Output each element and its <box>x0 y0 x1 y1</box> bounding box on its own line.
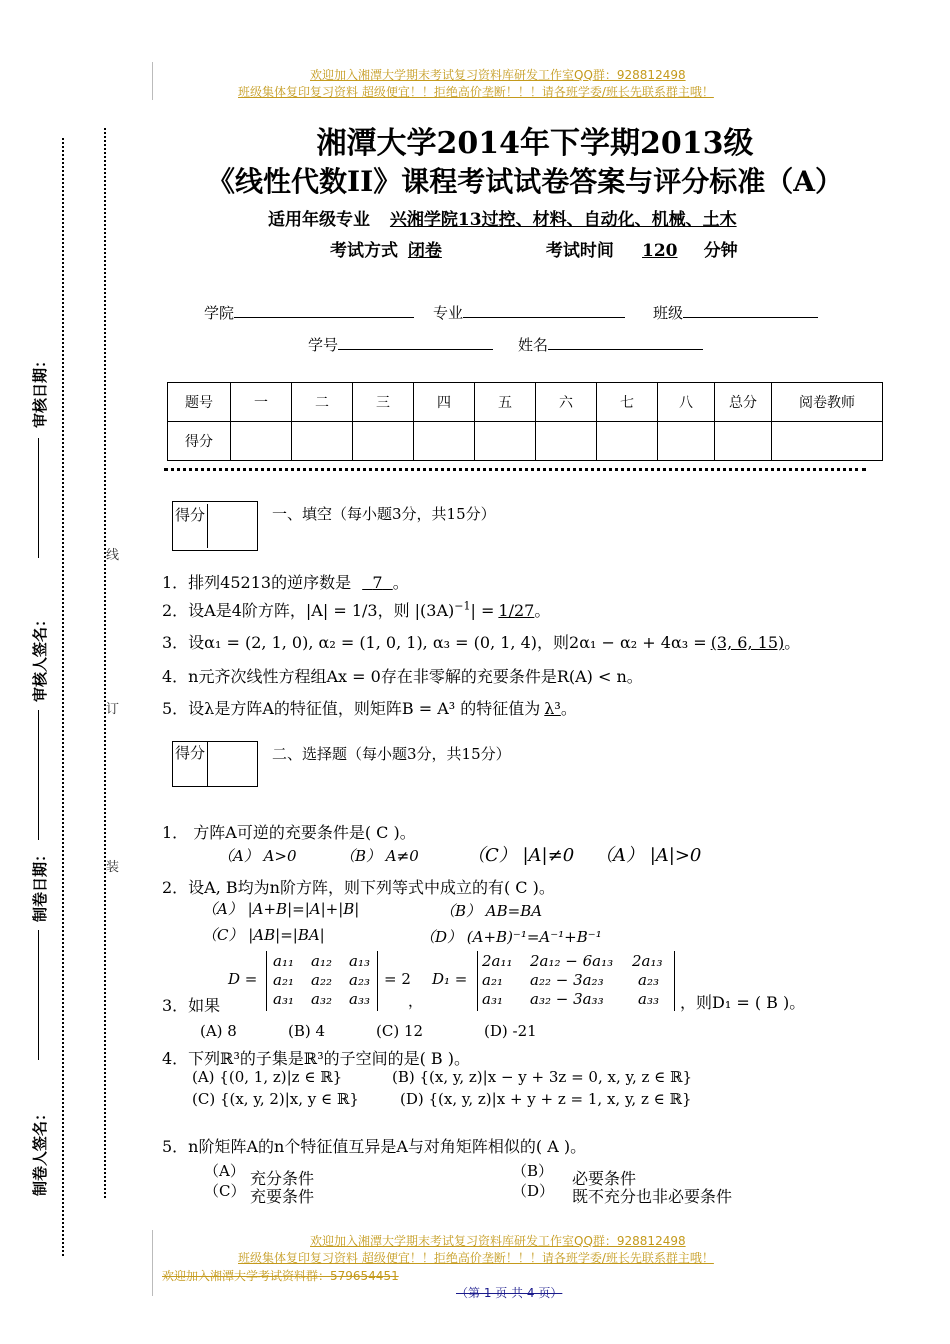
s2-q1-option-b: （B） A≠0 <box>340 847 419 865</box>
section2-score-label: 得分 <box>173 742 208 786</box>
page-number: （第 1 页 共 4 页） <box>456 1286 563 1300</box>
score-table-cell: 五 <box>475 383 536 422</box>
matrix-entry: a₁₁ <box>273 952 294 970</box>
score-table-cell: 四 <box>414 383 475 422</box>
matrix-entry: a₃₂ <box>311 990 332 1008</box>
top-margin-line <box>152 62 153 100</box>
major-label: 专业 <box>433 304 464 322</box>
exam-time-value: 120 <box>642 241 678 261</box>
maker-date-label: 制卷日期： <box>31 846 49 922</box>
s2-q3-option-c: (C) 12 <box>376 1022 424 1040</box>
matrix-entry: 2a₁₂ − 6a₁₃ <box>530 952 614 970</box>
score-table-cell: 七 <box>597 383 658 422</box>
s1-q3-text: 3．设α₁ = (2, 1, 0), α₂ = (1, 0, 1), α₃ = (0, 1, 4)，则2α₁ − α₂ + 4α₃ = <box>162 633 707 652</box>
college-field[interactable] <box>204 302 414 323</box>
binding-dotted-line-outer <box>62 138 64 1256</box>
major-field[interactable] <box>433 302 625 323</box>
score-cell-total[interactable] <box>715 422 772 461</box>
matrix-entry: a₂₂ <box>311 971 332 989</box>
applicable-label: 适用年级专业 <box>268 210 370 230</box>
student-id-label: 学号 <box>308 336 339 354</box>
bottom-margin-line <box>152 1230 153 1296</box>
s2-q4-option-c: (C) {(x, y, 2)|x, y ∈ ℝ} <box>192 1090 359 1108</box>
matrix-entry: a₃₃ <box>349 990 370 1008</box>
s2-q2-option-b: （B） AB=BA <box>440 902 543 920</box>
score-cell-4[interactable] <box>414 422 475 461</box>
s2-q2-option-c: （C） |AB|=|BA| <box>202 926 325 944</box>
exam-info-row <box>330 236 738 261</box>
section1-heading: 一、填空（每小题3分，共15分） <box>272 505 496 523</box>
section2-heading: 二、选择题（每小题3分，共15分） <box>272 745 511 763</box>
section1-score-label: 得分 <box>173 504 208 548</box>
s2-q3-D-matrix <box>266 951 378 1011</box>
s2-q2-option-a: （A） |A+B|=|A|+|B| <box>202 900 360 918</box>
promo-bottom-line2: 班级集体复印复习资料 超级便宜！！拒绝高价垄断！！！请各班学委/班长先联系群主哦！ <box>238 1251 714 1265</box>
maker-sign-label: 制卷人签名： <box>31 1105 49 1196</box>
s2-q3-D1-matrix <box>477 951 675 1011</box>
s2-q1-option-a: （A） A>0 <box>218 847 297 865</box>
s1-q3-answer: (3, 6, 15) <box>710 633 785 652</box>
binding-ding-char: 订 <box>106 702 120 717</box>
s2-q5-tag-d: （D） <box>512 1182 555 1200</box>
exam-time-label: 考试时间 <box>545 241 614 261</box>
reviewer-sign-line <box>38 710 40 840</box>
s1-q2-text: 2．设A是4阶方阵，|A| = 1/3，则 |(3A) <box>162 601 455 620</box>
class-label: 班级 <box>653 304 684 322</box>
score-table-score-row <box>168 422 883 461</box>
exam-time-unit: 分钟 <box>703 241 738 261</box>
s2-q5-option-b: 必要条件 <box>572 1169 637 1188</box>
s2-q3-prefix: 3．如果 <box>162 996 221 1015</box>
score-cell-6[interactable] <box>536 422 597 461</box>
s2-q4-option-d: (D) {(x, y, z)|x + y + z = 1, x, y, z ∈ ℝ} <box>400 1090 692 1108</box>
matrix-entry: a₂₁ <box>273 971 294 989</box>
promo-top-line2: 班级集体复印复习资料 超级便宜！！拒绝高价垄断！！！请各班学委/班长先联系群主哦！ <box>238 85 714 99</box>
matrix-entry: a₃₂ − 3a₃₃ <box>530 990 604 1008</box>
score-table-cell: 八 <box>658 383 715 422</box>
s2-q1: 1． 方阵A可逆的充要条件是( C )。 <box>162 823 416 842</box>
score-table-header-row <box>168 383 883 422</box>
score-cell-7[interactable] <box>597 422 658 461</box>
score-cell-5[interactable] <box>475 422 536 461</box>
matrix-entry: a₃₁ <box>273 990 294 1008</box>
name-field[interactable] <box>518 334 703 355</box>
s1-q1-answer: 7 <box>372 573 383 592</box>
s1-q2-post: | = <box>470 601 495 620</box>
s2-q5-tag-b: （B） <box>512 1162 554 1180</box>
s1-q5-text: 5．设λ是方阵A的特征值，则矩阵B = A³ 的特征值为 <box>162 699 541 718</box>
promo-bottom-line3: 欢迎加入湘潭大学考试资料群：579654451 <box>162 1269 399 1283</box>
s2-q1-option-d: （A） |A|>0 <box>595 845 702 866</box>
binding-dotted-line-inner <box>104 128 106 1198</box>
score-table-cell: 总分 <box>715 383 772 422</box>
matrix-entry: a₂₃ <box>638 971 659 989</box>
s2-q3-option-a: (A) 8 <box>200 1022 237 1040</box>
s2-q3-option-b: (B) 4 <box>288 1022 326 1040</box>
exam-title-line2: 《线性代数II》课程考试试卷答案与评分标准（A） <box>207 165 843 198</box>
section1-score-box <box>172 501 258 551</box>
s2-q5-tag-a: （A） <box>204 1162 245 1180</box>
matrix-entry: a₂₃ <box>349 971 370 989</box>
s2-q5-tag-c: （C） <box>204 1182 246 1200</box>
matrix-entry: 2a₁₃ <box>632 952 663 970</box>
student-id-field[interactable] <box>308 334 493 355</box>
score-cell-8[interactable] <box>658 422 715 461</box>
binding-xian-char: 线 <box>106 548 120 563</box>
s2-q3-D-label: D = <box>228 970 258 988</box>
s2-q3-post: ，则D₁ = ( B )。 <box>680 993 806 1012</box>
score-cell-3[interactable] <box>353 422 414 461</box>
s1-q5: 5．设λ是方阵A的特征值，则矩阵B = A³ 的特征值为 λ³。 <box>162 699 577 718</box>
matrix-entry: a₂₂ − 3a₂₃ <box>530 971 604 989</box>
s2-q4-option-b: (B) {(x, y, z)|x − y + 3z = 0, x, y, z ∈ ℝ} <box>392 1068 693 1086</box>
matrix-entry: a₁₂ <box>311 952 332 970</box>
s1-q2-answer: 1/27 <box>498 601 535 620</box>
score-cell-2[interactable] <box>292 422 353 461</box>
table-dotted-separator <box>164 468 866 471</box>
s1-q5-answer: λ³ <box>544 699 561 718</box>
exam-title-line1: 湘潭大学2014年下学期2013级 <box>316 126 754 161</box>
score-table-cell: 得分 <box>168 422 231 461</box>
matrix-entry: a₃₁ <box>482 990 503 1008</box>
score-cell-1[interactable] <box>231 422 292 461</box>
s2-q1-option-c: （C） |A|≠0 <box>467 845 575 866</box>
matrix-entry: a₁₃ <box>349 952 370 970</box>
matrix-entry: a₃₃ <box>638 990 659 1008</box>
applicable-row <box>268 205 737 230</box>
section2-score-box <box>172 741 258 787</box>
name-label: 姓名 <box>518 336 549 354</box>
score-table <box>167 382 883 461</box>
s2-q2: 2．设A, B均为n阶方阵，则下列等式中成立的有( C )。 <box>162 878 555 897</box>
exam-mode-value: 闭卷 <box>407 241 442 261</box>
s1-q4: 4．n元齐次线性方程组Ax = 0存在非零解的充要条件是R(A) < n。 <box>162 667 643 686</box>
s2-q4-option-a: (A) {(0, 1, z)|z ∈ ℝ} <box>192 1068 343 1086</box>
score-table-cell: 阅卷教师 <box>772 383 883 422</box>
promo-top-line1: 欢迎加入湘潭大学期末考试复习资料库研发工作室QQ群：928812498 <box>310 68 686 82</box>
s2-q5-option-d: 既不充分也非必要条件 <box>572 1187 733 1206</box>
exam-mode-label: 考试方式 <box>330 241 398 261</box>
matrix-entry: 2a₁₁ <box>482 952 513 970</box>
s2-q4: 4．下列ℝ³的子集是ℝ³的子空间的是( B )。 <box>162 1049 471 1068</box>
score-table-cell: 一 <box>231 383 292 422</box>
score-table-cell: 三 <box>353 383 414 422</box>
s2-q3-comma: ， <box>408 992 424 1010</box>
binding-zhuang-char: 装 <box>106 860 120 875</box>
s2-q5-option-c: 充要条件 <box>250 1187 315 1206</box>
maker-date-line <box>38 930 40 1060</box>
score-table-cell: 六 <box>536 383 597 422</box>
s2-q5-option-a: 充分条件 <box>250 1169 315 1188</box>
s1-q2: 2．设A是4阶方阵，|A| = 1/3，则 $|(3A)^{-1}| = 1/27$。 <box>162 599 551 620</box>
review-date-line <box>38 438 40 558</box>
s2-q2-option-d: （D） (A+B)⁻¹=A⁻¹+B⁻¹ <box>420 928 602 946</box>
s2-q3-eq: = 2 <box>384 970 411 988</box>
s1-q2-sup: −1 <box>454 599 471 613</box>
s1-q1: 1．排列45213的逆序数是 7 。 <box>162 573 409 592</box>
reviewer-sign-label: 审核人签名： <box>31 611 49 702</box>
s1-q1-text: 1．排列45213的逆序数是 <box>162 573 352 592</box>
s2-q5: 5．n阶矩阵A的n个特征值互异是A与对角矩阵相似的( A )。 <box>162 1137 587 1156</box>
matrix-entry: a₂₁ <box>482 971 503 989</box>
class-field[interactable] <box>653 302 818 323</box>
s2-q3-D1-label: D₁ = <box>432 970 468 988</box>
promo-bottom-line1: 欢迎加入湘潭大学期末考试复习资料库研发工作室QQ群：928812498 <box>310 1234 686 1248</box>
score-cell-grader[interactable] <box>772 422 883 461</box>
applicable-value: 兴湘学院13过控、材料、自动化、机械、土木 <box>389 210 737 230</box>
s2-q3-option-d: (D) -21 <box>484 1022 537 1040</box>
college-label: 学院 <box>204 304 235 322</box>
review-date-label: 审核日期： <box>31 352 49 428</box>
score-table-cell: 二 <box>292 383 353 422</box>
s1-q3: 3．设α₁ = (2, 1, 0), α₂ = (1, 0, 1), α₃ = (0, 1, 4)，则2α₁ − α₂ + 4α₃ = (3, 6, 15)。 <box>162 633 801 652</box>
score-table-cell: 题号 <box>168 383 231 422</box>
